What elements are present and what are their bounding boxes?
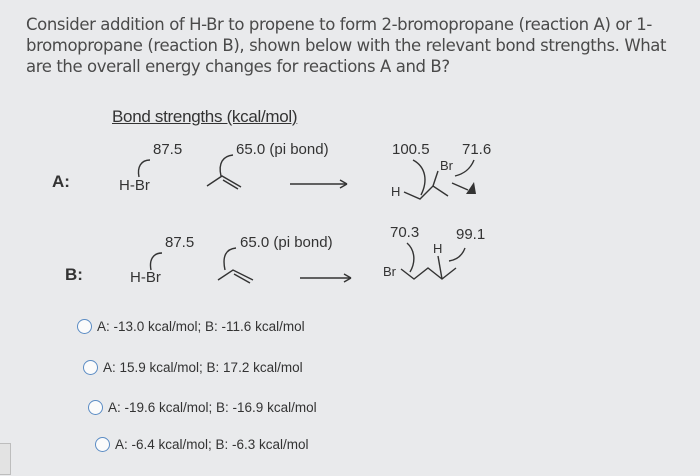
reaction-b-cbr-pointer [407, 243, 414, 272]
reaction-a-pi-bond: 65.0 (pi bond) [236, 141, 329, 158]
reaction-b-product-h: H [433, 241, 443, 256]
answer-option-2-label: A: 15.9 kcal/mol; B: 17.2 kcal/mol [103, 360, 303, 375]
reaction-a-product-skeleton [404, 186, 448, 199]
radio-button[interactable] [95, 437, 110, 452]
reaction-b-propene-double [234, 274, 250, 283]
reaction-a-cbr-pointer-2 [452, 183, 468, 190]
reaction-a-pi-pointer [220, 155, 233, 176]
reaction-a-hbr-strength: 87.5 [153, 141, 183, 158]
reaction-b-product-br: Br [383, 264, 396, 279]
reaction-b-hbr-strength: 87.5 [165, 234, 195, 251]
answer-option-4[interactable] [95, 437, 309, 452]
reaction-b-cbr-strength: 70.3 [390, 224, 420, 241]
reaction-a-propene [207, 176, 241, 187]
answer-option-2[interactable] [83, 360, 303, 375]
radio-button[interactable] [77, 319, 92, 334]
bond-strengths-title: Bond strengths (kcal/mol) [112, 107, 298, 126]
radio-button[interactable] [88, 400, 103, 415]
answer-option-3-label: A: -19.6 kcal/mol; B: -16.9 kcal/mol [108, 400, 317, 415]
reaction-a-hbr: H-Br [119, 177, 150, 194]
reaction-a-cbr-pointer-arrowhead [466, 182, 476, 194]
reaction-a-product-br-bond [433, 171, 438, 186]
reaction-a-product-br: Br [440, 158, 453, 173]
reaction-a-hbr-pointer [138, 160, 150, 177]
reaction-a-cbr-pointer [455, 160, 474, 176]
answer-option-4-label: A: -6.4 kcal/mol; B: -6.3 kcal/mol [115, 437, 309, 452]
reaction-b-ch-strength: 99.1 [456, 226, 486, 243]
reaction-a-ch-strength: 100.5 [392, 141, 430, 158]
answer-option-1-label: A: -13.0 kcal/mol; B: -11.6 kcal/mol [97, 319, 305, 334]
reaction-b-hbr-pointer [150, 253, 162, 270]
reaction-b-product-skeleton [401, 268, 456, 279]
answer-option-1[interactable] [77, 319, 305, 334]
answer-option-3[interactable] [88, 400, 317, 415]
reaction-a-product-h: H [391, 184, 401, 199]
reaction-a-label: A: [52, 172, 70, 191]
reaction-b-hbr: H-Br [130, 269, 161, 286]
side-tab[interactable] [0, 443, 11, 475]
question-text: Consider addition of H-Br to propene to form 2-bromopropane (reaction A) or 1-bromopropane (reaction B), shown below with the relevant bond strengths. What are the overall energy changes for reactions A and B? [26, 15, 667, 76]
reaction-b-pi-bond: 65.0 (pi bond) [240, 234, 333, 251]
reaction-b-ch-pointer [449, 248, 465, 261]
reaction-a-ch-pointer [413, 160, 425, 195]
reaction-b-pi-pointer [224, 248, 236, 270]
reaction-b-label: B: [65, 265, 83, 284]
radio-button[interactable] [83, 360, 98, 375]
reaction-a-cbr-strength: 71.6 [462, 141, 492, 158]
